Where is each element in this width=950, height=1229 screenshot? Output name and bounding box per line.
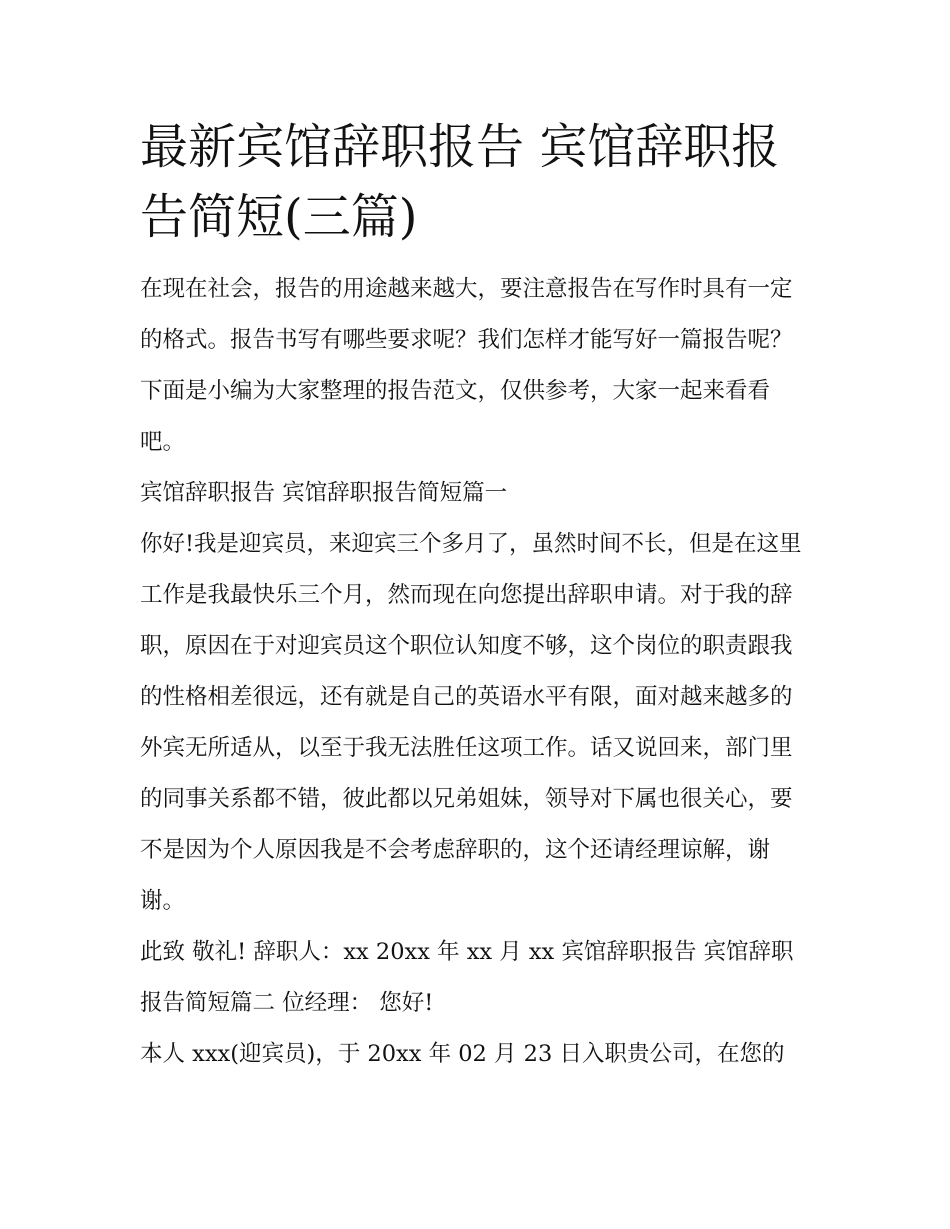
letter-2-body-paragraph: 本人 xxx(迎宾员)，于 20xx 年 02 月 23 日入职贵公司，在您的 [140,1041,785,1067]
intro-paragraph: 在现在社会，报告的用途越来越大，要注意报告在写作时具有一定的格式。报告书写有哪些要求呢？我们怎样才能写好一篇报告呢？下面是小编为大家整理的报告范文，仅供参考，大家一起来看看吧。 [140,276,793,455]
document-body [140,112,812,1080]
letter-closing-paragraph: 此致 敬礼! 辞职人：xx 20xx 年 xx 月 xx 宾馆辞职报告 宾馆辞职报告简短篇二 位经理： 您好! [140,939,794,1016]
letter-body-paragraph: 你好!我是迎宾员，来迎宾三个多月了，虽然时间不长，但是在这里工作是我最快乐三个月，然而现在向您提出辞职申请。对于我的辞职，原因在于对迎宾员这个职位认知度不够，这个岗位的职责跟我的性格相差很远，还有就是自己的英语水平有限，面对越来越多的外宾无所适从，以至于我无法胜任这项工作。话又说回来，部门里的同事关系都不错，彼此都以兄弟姐妹，领导对下属也很关心，要不是因为个人原因我是不会考虑辞职的，这个还请经理谅解，谢谢。 [140,531,802,914]
document-title: 最新宾馆辞职报告 宾馆辞职报告简短(三篇) [140,119,780,245]
section-heading-1: 宾馆辞职报告 宾馆辞职报告简短篇一 [140,480,508,506]
